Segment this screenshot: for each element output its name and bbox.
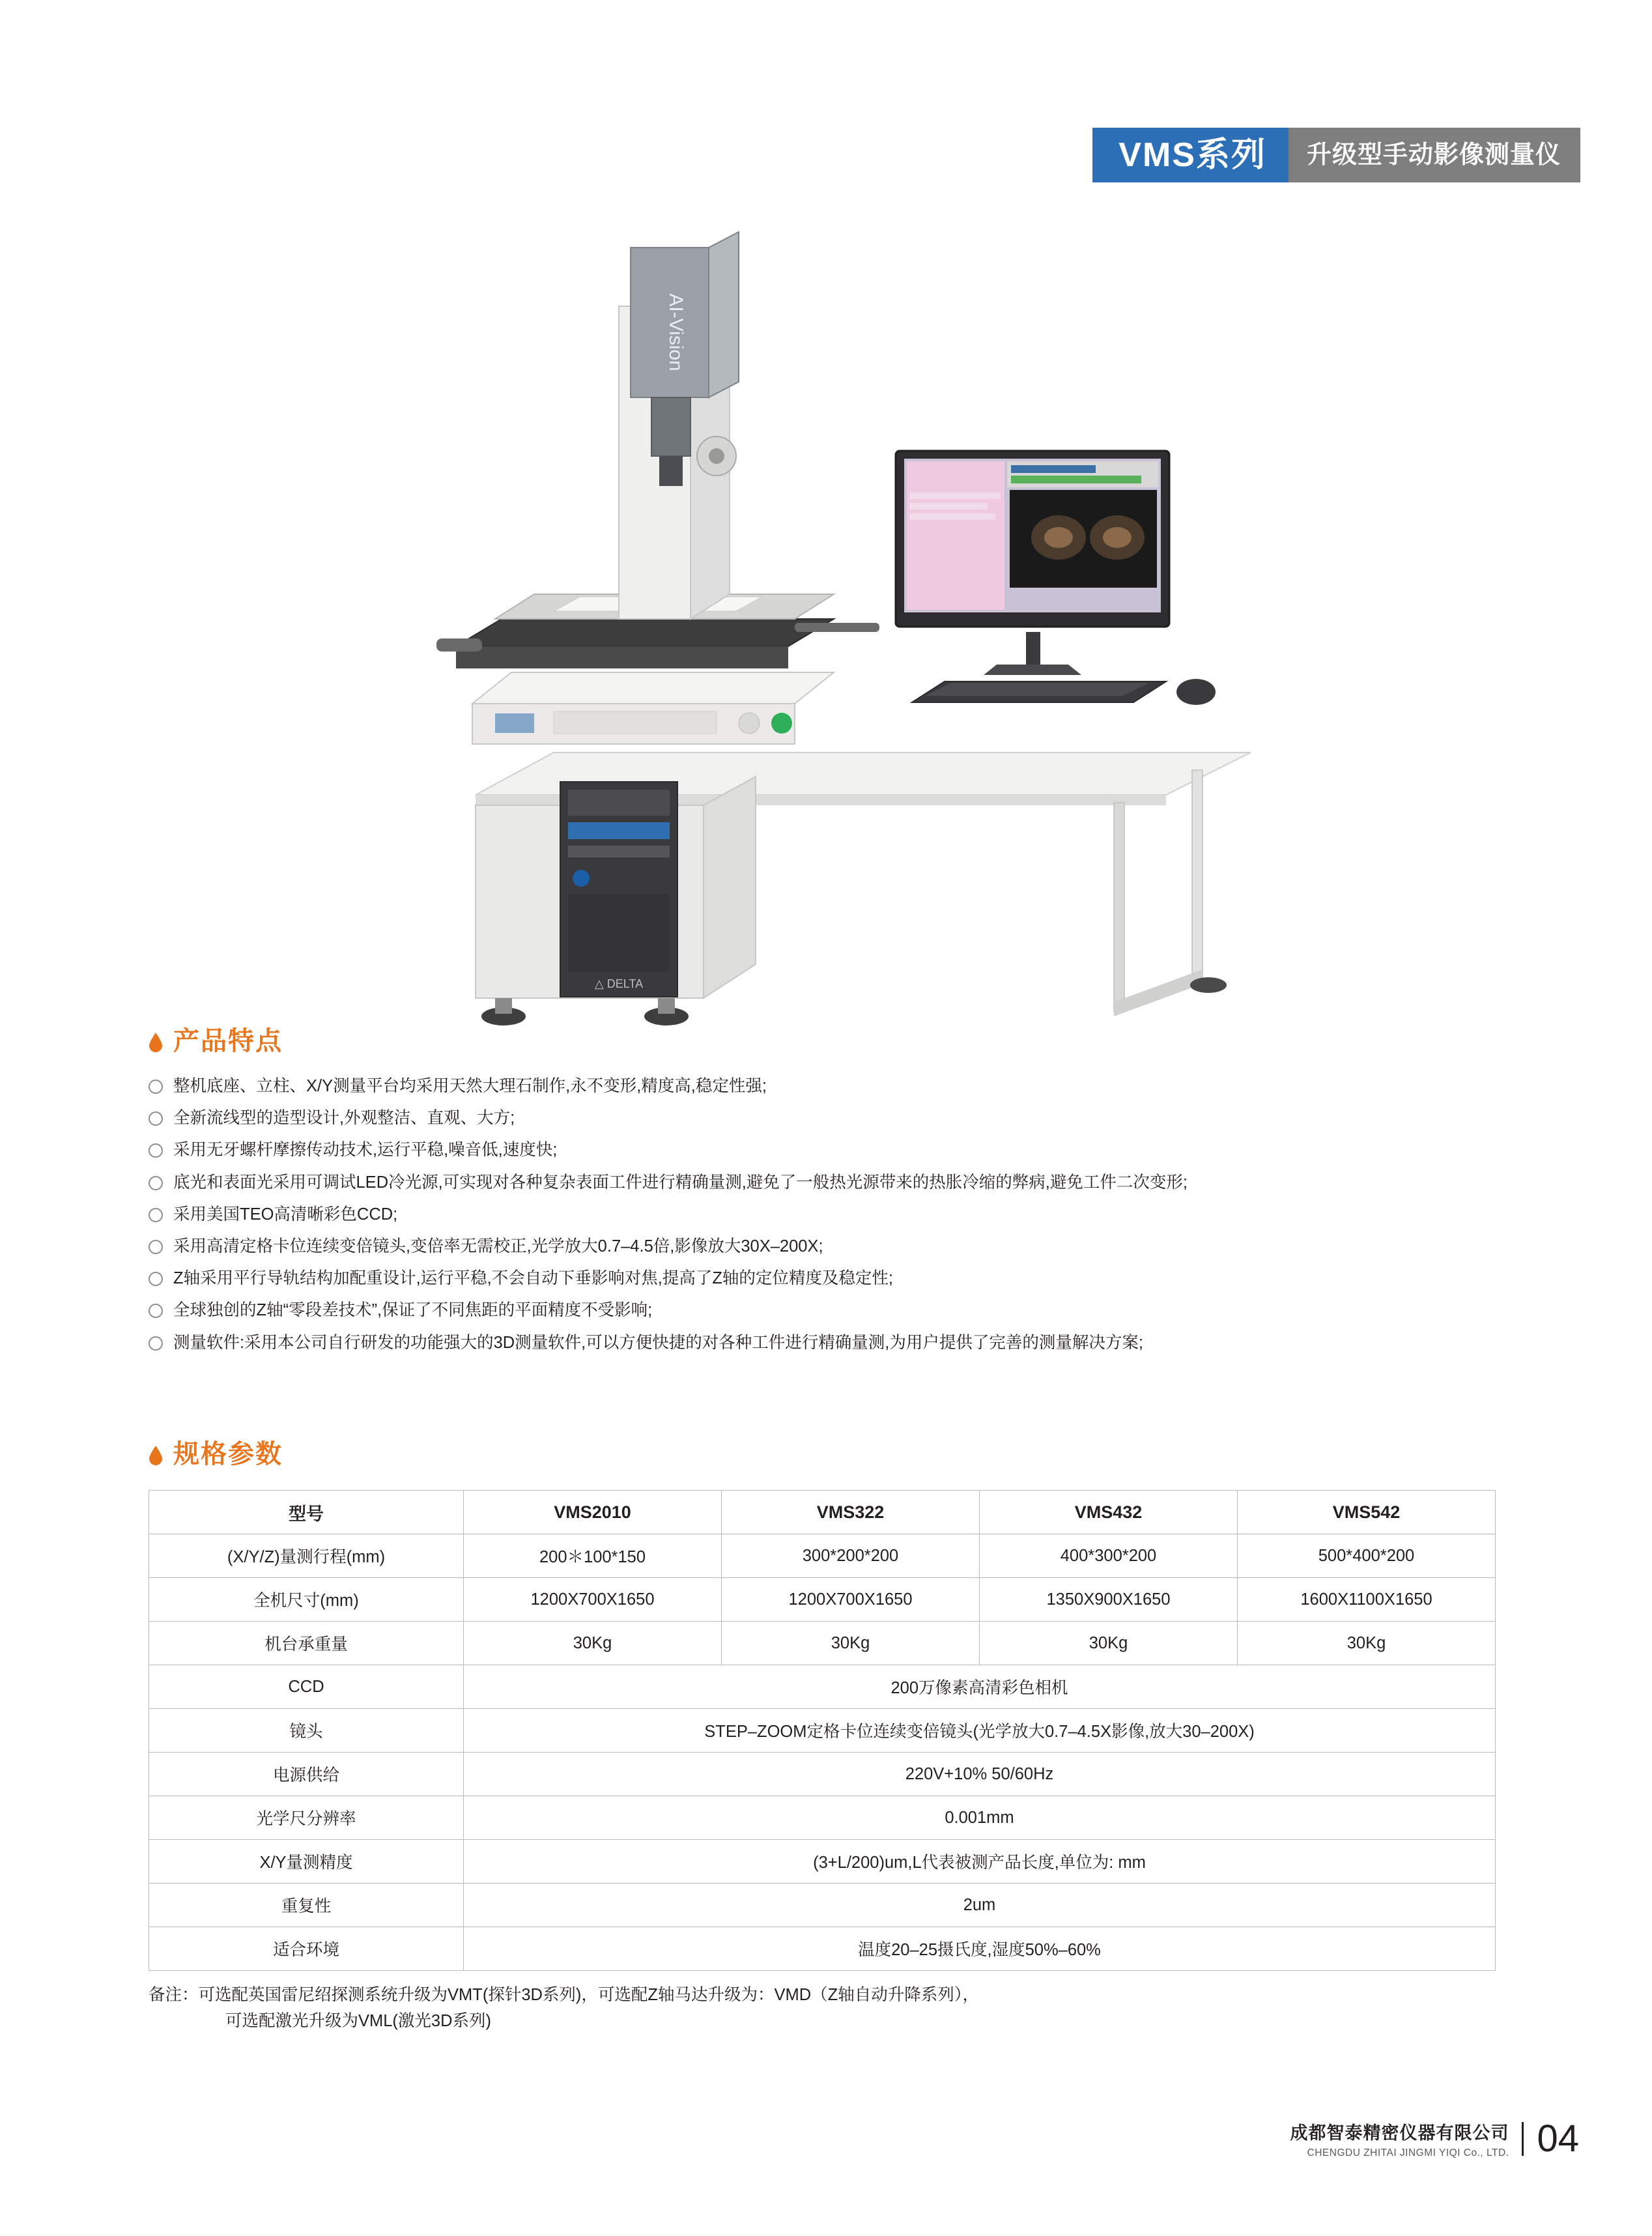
row-label: 适合环境 [149, 1927, 464, 1971]
company-name-cn: 成都智泰精密仪器有限公司 [1290, 2123, 1509, 2143]
cell-value-merged: 2um [464, 1884, 1496, 1927]
spec-note-line2: 可选配激光升级为VML(激光3D系列) [225, 2011, 492, 2030]
company-block [1290, 2119, 1509, 2159]
column-header-vms322: VMS322 [722, 1491, 980, 1534]
cell-value: 200＊100*150 [464, 1534, 722, 1578]
row-label: 光学尺分辨率 [149, 1796, 464, 1840]
cell-value-merged: 0.001mm [464, 1796, 1496, 1840]
cell-value: 30Kg [980, 1622, 1238, 1665]
series-title: VMS系列 [1092, 128, 1289, 182]
company-name-en: CHENGDU ZHITAI JINGMI YIQI Co., LTD. [1307, 2147, 1509, 2158]
table-row [149, 1927, 1496, 1971]
spec-table-wrapper [149, 1490, 1503, 2034]
row-label: 机台承重量 [149, 1622, 464, 1665]
ring-bullet-icon [149, 1080, 163, 1094]
features-title-text: 产品特点 [173, 1027, 283, 1055]
features-section [149, 1020, 1503, 1363]
table-row [149, 1709, 1496, 1753]
series-subtitle: 升级型手动影像测量仪 [1289, 128, 1580, 182]
features-section-title [149, 1020, 1503, 1057]
cell-value: 30Kg [464, 1622, 722, 1665]
spec-note-line1: 备注：可选配英国雷尼绍探测系统升级为VMT(探针3D系列)，可选配Z轴马达升级为：VMD（Z轴自动升降系列）， [149, 1986, 979, 2004]
list-item [149, 1331, 1503, 1354]
column-header-vms432: VMS432 [980, 1491, 1238, 1534]
column-header-vms2010: VMS2010 [464, 1491, 722, 1534]
row-label: 重复性 [149, 1884, 464, 1927]
column-header-vms542: VMS542 [1238, 1491, 1496, 1534]
row-label: (X/Y/Z)量测行程(mm) [149, 1534, 464, 1578]
spec-title-text: 规格参数 [173, 1440, 283, 1469]
feature-text: 底光和表面光采用可调试LED冷光源,可实现对各种复杂表面工件进行精确量测,避免了一般热光源带来的热胀冷缩的弊病,避免工件二次变形; [173, 1173, 1188, 1192]
row-label: X/Y量测精度 [149, 1840, 464, 1884]
feature-text: 采用无牙螺杆摩擦传动技术,运行平稳,噪音低,速度快; [173, 1141, 558, 1160]
feature-text: 整机底座、立柱、X/Y测量平台均采用天然大理石制作,永不变形,精度高,稳定性强; [173, 1077, 767, 1095]
specifications-table [149, 1490, 1496, 1971]
table-row [149, 1753, 1496, 1796]
table-row [149, 1884, 1496, 1927]
cell-value: 400*300*200 [980, 1534, 1238, 1578]
ring-bullet-icon [149, 1240, 163, 1254]
column-header-model: 型号 [149, 1491, 464, 1534]
machine-brand-label: AI-Vision [665, 293, 687, 371]
cell-value-merged: 200万像素高清彩色相机 [464, 1665, 1496, 1709]
cell-value: 500*400*200 [1238, 1534, 1496, 1578]
table-row [149, 1665, 1496, 1709]
feature-text: 测量软件:采用本公司自行研发的功能强大的3D测量软件,可以方便快捷的对各种工件进行精确量测,为用户提供了完善的测量解决方案; [173, 1333, 1143, 1352]
table-row [149, 1578, 1496, 1622]
droplet-icon [149, 1442, 163, 1462]
cell-value: 1600X1100X1650 [1238, 1578, 1496, 1622]
list-item [149, 1298, 1503, 1322]
ring-bullet-icon [149, 1111, 163, 1126]
feature-text: Z轴采用平行导轨结构加配重设计,运行平稳,不会自动下垂影响对焦,提高了Z轴的定位精度及稳定性; [173, 1269, 893, 1288]
cell-value: 1200X700X1650 [464, 1578, 722, 1622]
table-row [149, 1796, 1496, 1840]
list-item [149, 1138, 1503, 1162]
ring-bullet-icon [149, 1336, 163, 1351]
spec-note [149, 1983, 1503, 2034]
feature-text: 全球独创的Z轴“零段差技术”,保证了不同焦距的平面精度不受影响; [173, 1301, 653, 1320]
row-label: 电源供给 [149, 1753, 464, 1796]
product-photo [339, 208, 1381, 990]
spec-section [149, 1433, 1503, 2034]
ring-bullet-icon [149, 1304, 163, 1318]
row-label: CCD [149, 1665, 464, 1709]
table-header-row [149, 1491, 1496, 1534]
cell-value: 30Kg [1238, 1622, 1496, 1665]
cell-value: 30Kg [722, 1622, 980, 1665]
droplet-icon [149, 1029, 163, 1049]
ring-bullet-icon [149, 1272, 163, 1286]
features-list [149, 1074, 1503, 1354]
feature-text: 采用美国TEO高清晰彩色CCD; [173, 1205, 398, 1224]
cell-value: 1350X900X1650 [980, 1578, 1238, 1622]
svg-text:△ DELTA: △ DELTA [594, 977, 644, 990]
cell-value: 1200X700X1650 [722, 1578, 980, 1622]
list-item [149, 1203, 1503, 1226]
page-header-banner [1092, 128, 1580, 182]
cell-value-merged: 220V+10% 50/60Hz [464, 1753, 1496, 1796]
list-item [149, 1171, 1503, 1194]
ring-bullet-icon [149, 1208, 163, 1222]
ring-bullet-icon [149, 1176, 163, 1190]
list-item [149, 1074, 1503, 1098]
page-number: 04 [1537, 2117, 1579, 2160]
table-row [149, 1622, 1496, 1665]
cell-value-merged: 温度20–25摄氏度,湿度50%–60% [464, 1927, 1496, 1971]
ring-bullet-icon [149, 1143, 163, 1158]
table-row [149, 1840, 1496, 1884]
feature-text: 采用高清定格卡位连续变倍镜头,变倍率无需校正,光学放大0.7–4.5倍,影像放大30X–200X; [173, 1237, 823, 1256]
cell-value-merged: STEP–ZOOM定格卡位连续变倍镜头(光学放大0.7–4.5X影像,放大30–200X) [464, 1709, 1496, 1753]
list-item [149, 1267, 1503, 1290]
product-illustration [339, 208, 1381, 990]
list-item [149, 1106, 1503, 1130]
list-item [149, 1235, 1503, 1258]
spec-section-title [149, 1433, 1503, 1470]
footer-divider [1522, 2122, 1524, 2156]
feature-text: 全新流线型的造型设计,外观整洁、直观、大方; [173, 1109, 515, 1128]
page-footer [1290, 2119, 1579, 2159]
row-label: 镜头 [149, 1709, 464, 1753]
cell-value-merged: (3+L/200)um,L代表被测产品长度,单位为: mm [464, 1840, 1496, 1884]
table-row [149, 1534, 1496, 1578]
cell-value: 300*200*200 [722, 1534, 980, 1578]
row-label: 全机尺寸(mm) [149, 1578, 464, 1622]
